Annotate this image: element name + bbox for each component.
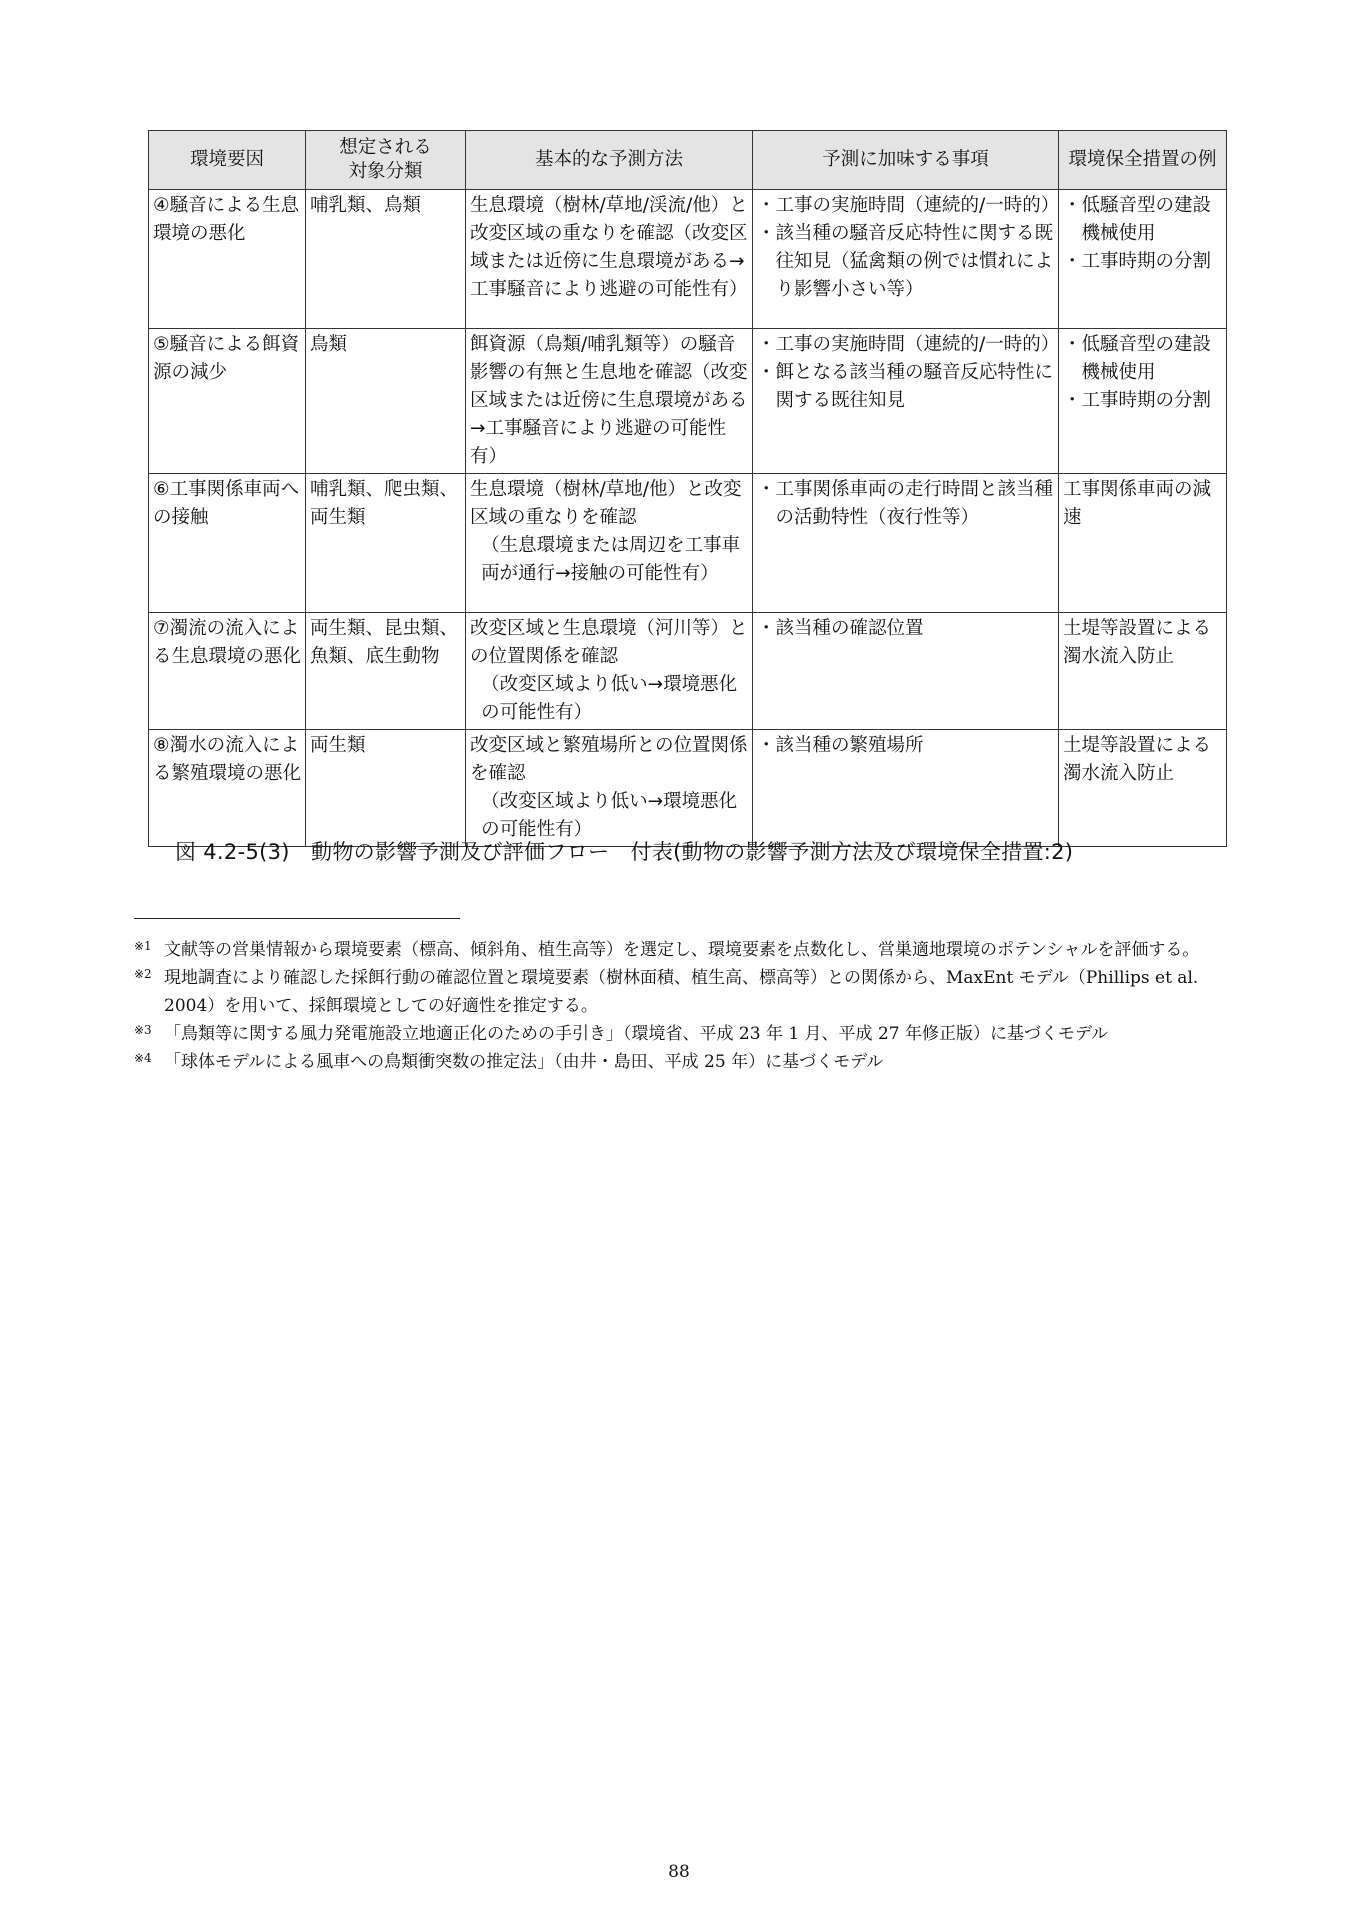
method-main-text: 改変区域と生息環境（河川等）との位置関係を確認 <box>470 618 748 667</box>
footnote-text: 現地調査により確認した採餌行動の確認位置と環境要素（樹林面積、植生高、標高等）との関係から、MaxEnt モデル（Phillips et al. 2004）を用いて、採餌環境としての好適性を推定する。 <box>164 968 1199 1016</box>
cell-target: 哺乳類、爬虫類、両生類 <box>306 474 466 613</box>
cell-considerations <box>753 730 1059 847</box>
cell-method: 生息環境（樹林/草地/渓流/他）と改変区域の重なりを確認（改変区域または近傍に生息環境がある→工事騒音により逃避の可能性有） <box>466 190 753 329</box>
cell-factor: ④騒音による生息環境の悪化 <box>149 190 306 329</box>
list-item: ・低騒音型の建設機械使用 <box>1063 195 1212 244</box>
method-note-text: （生息環境または周辺を工事車両が通行→接触の可能性有） <box>481 535 741 584</box>
footnote-text: 文献等の営巣情報から環境要素（標高、傾斜角、植生高等）を選定し、環境要素を点数化し、営巣適地環境のポテンシャルを評価する。 <box>164 940 1200 960</box>
table-header-row <box>149 131 1227 190</box>
method-main-text: 改変区域と繁殖場所との位置関係を確認 <box>470 735 748 784</box>
table-row <box>149 730 1227 847</box>
footnote-text: 「鳥類等に関する風力発電施設立地適正化のための手引き」（環境省、平成 23 年 1 月、平成 27 年修正版）に基づくモデル <box>164 1024 1109 1044</box>
cell-target: 哺乳類、鳥類 <box>306 190 466 329</box>
header-factor: 環境要因 <box>149 131 306 190</box>
cell-factor: ⑥工事関係車両への接触 <box>149 474 306 613</box>
cell-target: 両生類、昆虫類、魚類、底生動物 <box>306 613 466 730</box>
header-method: 基本的な予測方法 <box>466 131 753 190</box>
cell-considerations <box>753 329 1059 474</box>
footnote-mark: ※4 <box>134 1051 152 1065</box>
cell-factor: ⑧濁水の流入による繁殖環境の悪化 <box>149 730 306 847</box>
table-row <box>149 329 1227 474</box>
cell-measures: 工事関係車両の減速 <box>1059 474 1227 613</box>
footnotes <box>134 936 1244 1076</box>
list-item: ・工事の実施時間（連続的/一時的） <box>757 195 1060 216</box>
table-row <box>149 613 1227 730</box>
cell-target: 鳥類 <box>306 329 466 474</box>
cell-method <box>466 613 753 730</box>
method-note-text: （改変区域より低い→環境悪化の可能性有） <box>481 791 738 840</box>
figure-caption: 図 4.2-5(3) 動物の影響予測及び評価フロー 付表(動物の影響予測方法及び環境保全措置:2) <box>175 840 1074 864</box>
footnote <box>134 964 1244 1020</box>
cell-method: 餌資源（鳥類/哺乳類等）の騒音影響の有無と生息地を確認（改変区域または近傍に生息環境がある→工事騒音により逃避の可能性有） <box>466 329 753 474</box>
cell-measures <box>1059 190 1227 329</box>
cell-target: 両生類 <box>306 730 466 847</box>
list-item: ・工事時期の分割 <box>1063 251 1212 272</box>
footnote <box>134 936 1244 964</box>
list-item: ・該当種の確認位置 <box>757 618 924 639</box>
cell-considerations <box>753 190 1059 329</box>
cell-measures <box>1059 329 1227 474</box>
list-item: ・工事時期の分割 <box>1063 390 1212 411</box>
header-target: 想定される 対象分類 <box>306 131 466 190</box>
table-row <box>149 190 1227 329</box>
method-main-text: 生息環境（樹林/草地/他）と改変区域の重なりを確認 <box>470 479 742 528</box>
footnote <box>134 1020 1244 1048</box>
list-item: ・餌となる該当種の騒音反応特性に関する既往知見 <box>757 362 1054 411</box>
impact-prediction-table <box>148 130 1227 847</box>
cell-factor: ⑤騒音による餌資源の減少 <box>149 329 306 474</box>
cell-considerations <box>753 474 1059 613</box>
method-note-text: （改変区域より低い→環境悪化の可能性有） <box>481 674 738 723</box>
list-item: ・該当種の騒音反応特性に関する既往知見（猛禽類の例では慣れにより影響小さい等） <box>757 223 1054 300</box>
header-considerations: 予測に加味する事項 <box>753 131 1059 190</box>
list-item: ・低騒音型の建設機械使用 <box>1063 334 1212 383</box>
footnote-text: 「球体モデルによる風車への鳥類衝突数の推定法」（由井・島田、平成 25 年）に基づくモデル <box>164 1052 884 1072</box>
footnote <box>134 1048 1244 1076</box>
cell-factor: ⑦濁流の流入による生息環境の悪化 <box>149 613 306 730</box>
list-item: ・該当種の繁殖場所 <box>757 735 924 756</box>
footnote-divider <box>134 918 460 919</box>
table-row <box>149 474 1227 613</box>
page-number: 88 <box>668 1862 690 1882</box>
cell-measures: 土堤等設置による濁水流入防止 <box>1059 613 1227 730</box>
footnote-mark: ※3 <box>134 1023 152 1037</box>
cell-method <box>466 474 753 613</box>
header-measures: 環境保全措置の例 <box>1059 131 1227 190</box>
list-item: ・工事関係車両の走行時間と該当種の活動特性（夜行性等） <box>757 479 1054 528</box>
list-item: ・工事の実施時間（連続的/一時的） <box>757 334 1060 355</box>
footnote-mark: ※2 <box>134 967 152 981</box>
cell-method <box>466 730 753 847</box>
cell-measures: 土堤等設置による濁水流入防止 <box>1059 730 1227 847</box>
footnote-mark: ※1 <box>134 939 152 953</box>
cell-considerations <box>753 613 1059 730</box>
